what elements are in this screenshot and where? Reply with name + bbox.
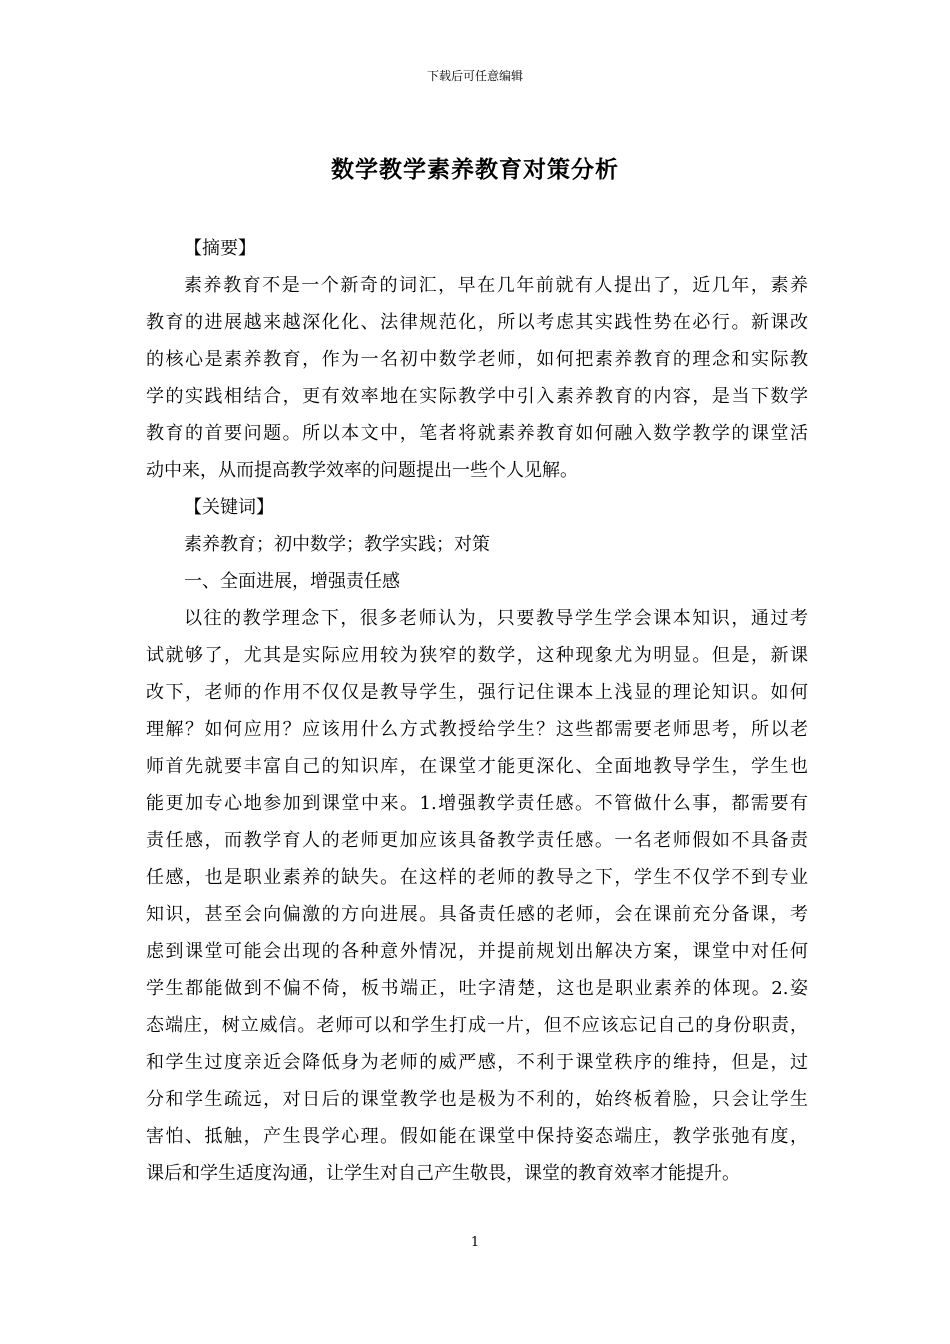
page-number: 1 [470, 1235, 480, 1250]
document-title: 数学教学素养教育对策分析 [331, 156, 619, 183]
section-heading: 一、全面进展，增强责任感 [184, 571, 400, 592]
section-line: 害怕、抵触，产生畏学心理。假如能在课堂中保持姿态端庄，教学张弛有度， [146, 1126, 808, 1147]
section-line: 改下，老师的作用不仅仅是教导学生，强行记住课本上浅显的理论知识。如何 [146, 682, 808, 703]
abstract-line: 素养教育不是一个新奇的词汇，早在几年前就有人提出了，近几年，素养 [184, 275, 808, 296]
document-body [146, 230, 808, 1192]
section-line: 知识，甚至会向偏激的方向进展。具备责任感的老师，会在课前充分备课，考 [146, 904, 808, 925]
section-line: 能更加专心地参加到课堂中来。1.增强教学责任感。不管做什么事，都需要有 [146, 793, 808, 814]
section-line: 试就够了，尤其是实际应用较为狭窄的数学，这种现象尤为明显。但是，新课 [146, 645, 808, 666]
section-line: 课后和学生适度沟通，让学生对自己产生敬畏，课堂的教育效率才能提升。 [146, 1163, 740, 1184]
keywords-text: 素养教育；初中数学；教学实践；对策 [184, 534, 490, 555]
section-line: 分和学生疏远，对日后的课堂教学也是极为不利的，始终板着脸，只会让学生 [146, 1089, 808, 1110]
section-line: 责任感，而教学育人的老师更加应该具备教学责任感。一名老师假如不具备责 [146, 830, 808, 851]
abstract-line: 学的实践相结合，更有效率地在实际教学中引入素养教育的内容，是当下数学 [146, 386, 808, 407]
abstract-paragraph [146, 267, 808, 489]
abstract-heading: 【摘要】 [184, 238, 256, 259]
section-line: 任感，也是职业素养的缺失。在这样的老师的教导之下，学生不仅学不到专业 [146, 867, 808, 888]
section-paragraph [146, 600, 808, 1192]
section-line: 以往的教学理念下，很多老师认为，只要教导学生学会课本知识，通过考 [184, 608, 808, 629]
abstract-line: 教育的首要问题。所以本文中，笔者将就素养教育如何融入数学教学的课堂活 [146, 423, 808, 444]
abstract-line: 教育的进展越来越深化化、法律规范化，所以考虑其实践性势在必行。新课改 [146, 312, 808, 333]
section-line: 学生都能做到不偏不倚，板书端正，吐字清楚，这也是职业素养的体现。2.姿 [146, 978, 808, 999]
keywords-heading: 【关键词】 [184, 497, 274, 518]
header-note: 下载后可任意编辑 [426, 69, 523, 83]
section-line: 理解？如何应用？应该用什么方式教授给学生？这些都需要老师思考，所以老 [146, 719, 808, 740]
abstract-line: 动中来，从而提高教学效率的问题提出一些个人见解。 [146, 460, 578, 481]
section-line: 和学生过度亲近会降低身为老师的威严感，不利于课堂秩序的维持，但是，过 [146, 1052, 808, 1073]
section-line: 态端庄，树立威信。老师可以和学生打成一片，但不应该忘记自己的身份职责， [146, 1015, 808, 1036]
section-line: 虑到课堂可能会出现的各种意外情况，并提前规划出解决方案，课堂中对任何 [146, 941, 808, 962]
abstract-line: 的核心是素养教育，作为一名初中数学老师，如何把素养教育的理念和实际教 [146, 349, 808, 370]
section-line: 师首先就要丰富自己的知识库，在课堂才能更深化、全面地教导学生，学生也 [146, 756, 808, 777]
